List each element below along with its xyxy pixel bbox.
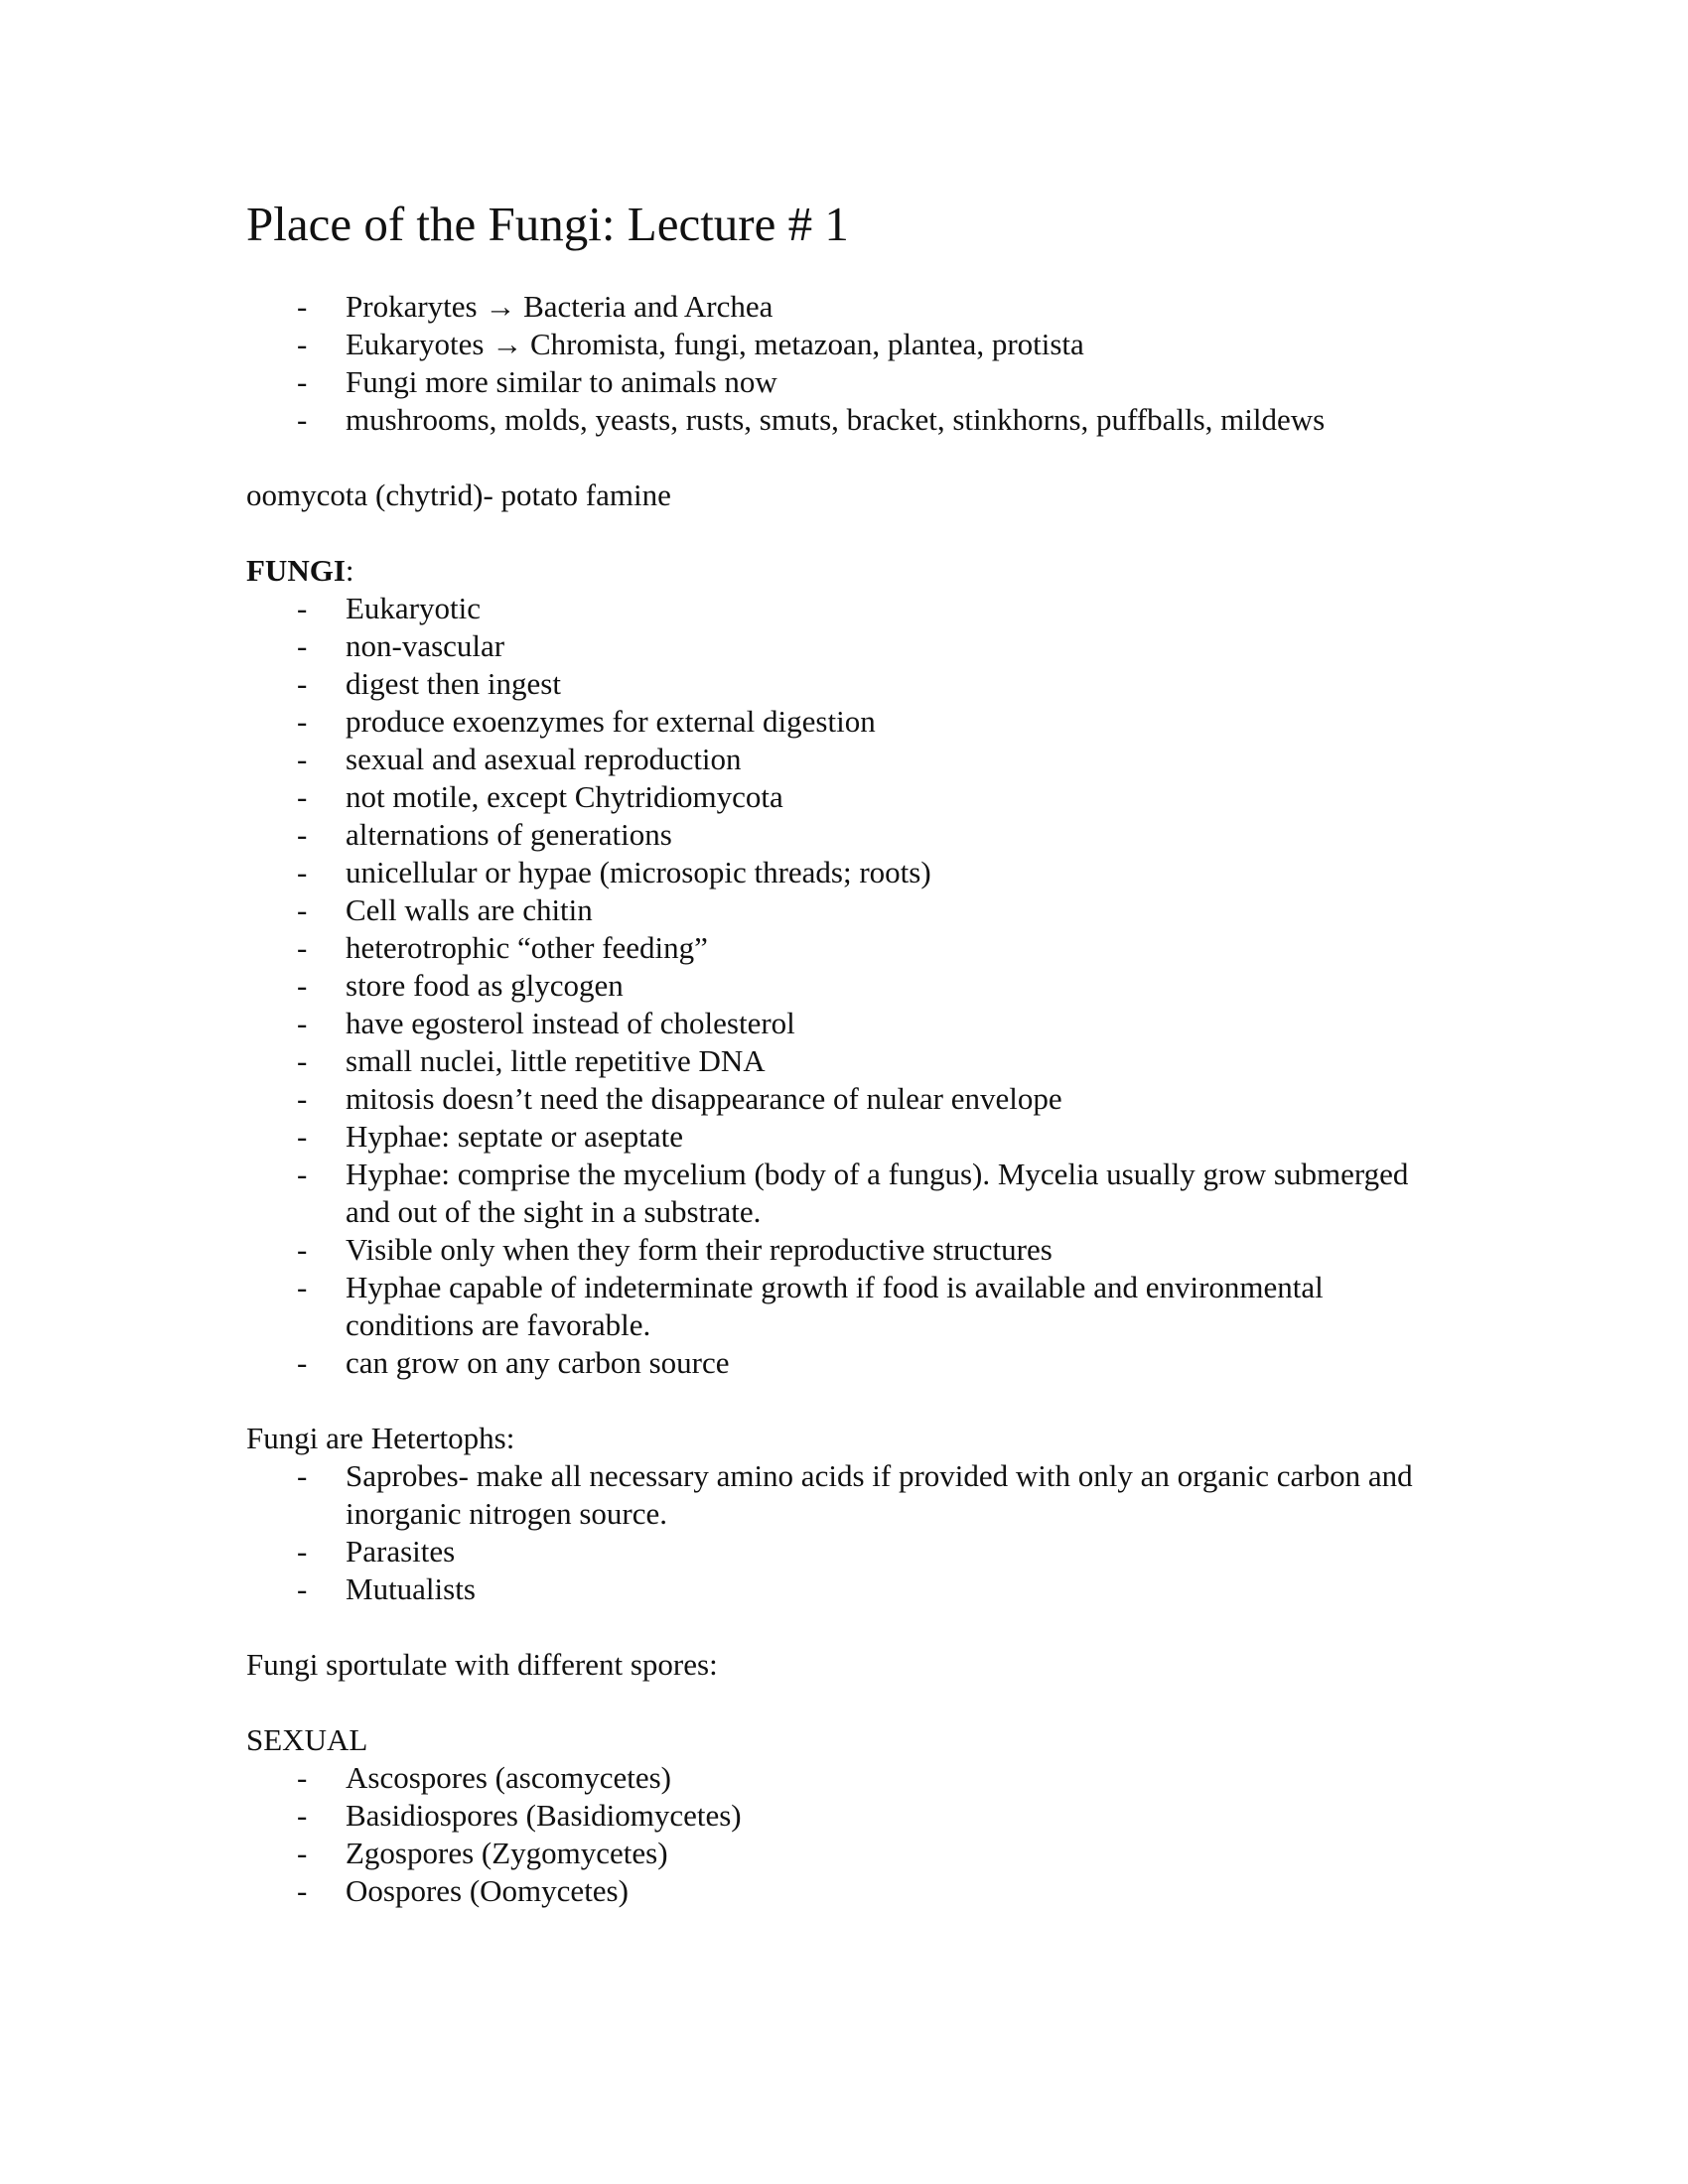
fungi-heading-text: FUNGI: [246, 553, 346, 588]
list-item: - Saprobes- make all necessary amino acids if provided with only an organic carbon and inorganic nitrogen source.: [246, 1457, 1458, 1533]
list-item: - Hyphae: comprise the mycelium (body of a fungus). Mycelia usually grow submerged and out of the sight in a substrate.: [246, 1156, 1458, 1231]
fungi-heading: [246, 552, 1458, 590]
sexual-spores-list: [246, 1759, 1458, 1910]
list-item: - alternations of generations: [246, 816, 1458, 854]
list-item: - unicellular or hypae (microsopic threads; roots): [246, 854, 1458, 891]
page-title: Place of the Fungi: Lecture # 1: [246, 197, 849, 251]
list-item: - Mutualists: [246, 1570, 1458, 1608]
list-item: - sexual and asexual reproduction: [246, 741, 1458, 778]
list-item: - small nuclei, little repetitive DNA: [246, 1042, 1458, 1080]
list-item: - mushrooms, molds, yeasts, rusts, smuts, bracket, stinkhorns, puffballs, mildews: [246, 401, 1458, 439]
list-item: - Oospores (Oomycetes): [246, 1872, 1458, 1910]
list-item: - Basidiospores (Basidiomycetes): [246, 1797, 1458, 1835]
heterotrophs-heading: Fungi are Hetertophs:: [246, 1421, 515, 1455]
list-item: - Ascospores (ascomycetes): [246, 1759, 1458, 1797]
list-item: - Visible only when they form their reproductive structures: [246, 1231, 1458, 1269]
list-item: - non-vascular: [246, 627, 1458, 665]
spores-intro: Fungi sportulate with different spores:: [246, 1647, 718, 1682]
list-item: - not motile, except Chytridiomycota: [246, 778, 1458, 816]
list-item: - heterotrophic “other feeding”: [246, 929, 1458, 967]
list-item: - Eukaryotes → Chromista, fungi, metazoan, plantea, protista: [246, 326, 1458, 363]
list-item: - can grow on any carbon source: [246, 1344, 1458, 1382]
document-body: [246, 288, 1458, 1910]
list-item: - Eukaryotic: [246, 590, 1458, 627]
list-item: - Prokarytes → Bacteria and Archea: [246, 288, 1458, 326]
list-item: - have egosterol instead of cholesterol: [246, 1005, 1458, 1042]
list-item: - mitosis doesn’t need the disappearance of nulear envelope: [246, 1080, 1458, 1118]
list-item: - Hyphae capable of indeterminate growth if food is available and environmental conditions are favorable.: [246, 1269, 1458, 1344]
list-item: - Hyphae: septate or aseptate: [246, 1118, 1458, 1156]
list-item: - produce exoenzymes for external digestion: [246, 703, 1458, 741]
sexual-heading: SEXUAL: [246, 1722, 368, 1757]
list-item: - Cell walls are chitin: [246, 891, 1458, 929]
fungi-heading-colon: :: [345, 553, 354, 588]
list-item: - Parasites: [246, 1533, 1458, 1570]
fungi-list: [246, 590, 1458, 1382]
intro-list: [246, 288, 1458, 439]
heterotrophs-list: [246, 1457, 1458, 1608]
list-item: - digest then ingest: [246, 665, 1458, 703]
oomycota-note: oomycota (chytrid)- potato famine: [246, 478, 671, 512]
list-item: - Zgospores (Zygomycetes): [246, 1835, 1458, 1872]
list-item: - Fungi more similar to animals now: [246, 363, 1458, 401]
list-item: - store food as glycogen: [246, 967, 1458, 1005]
